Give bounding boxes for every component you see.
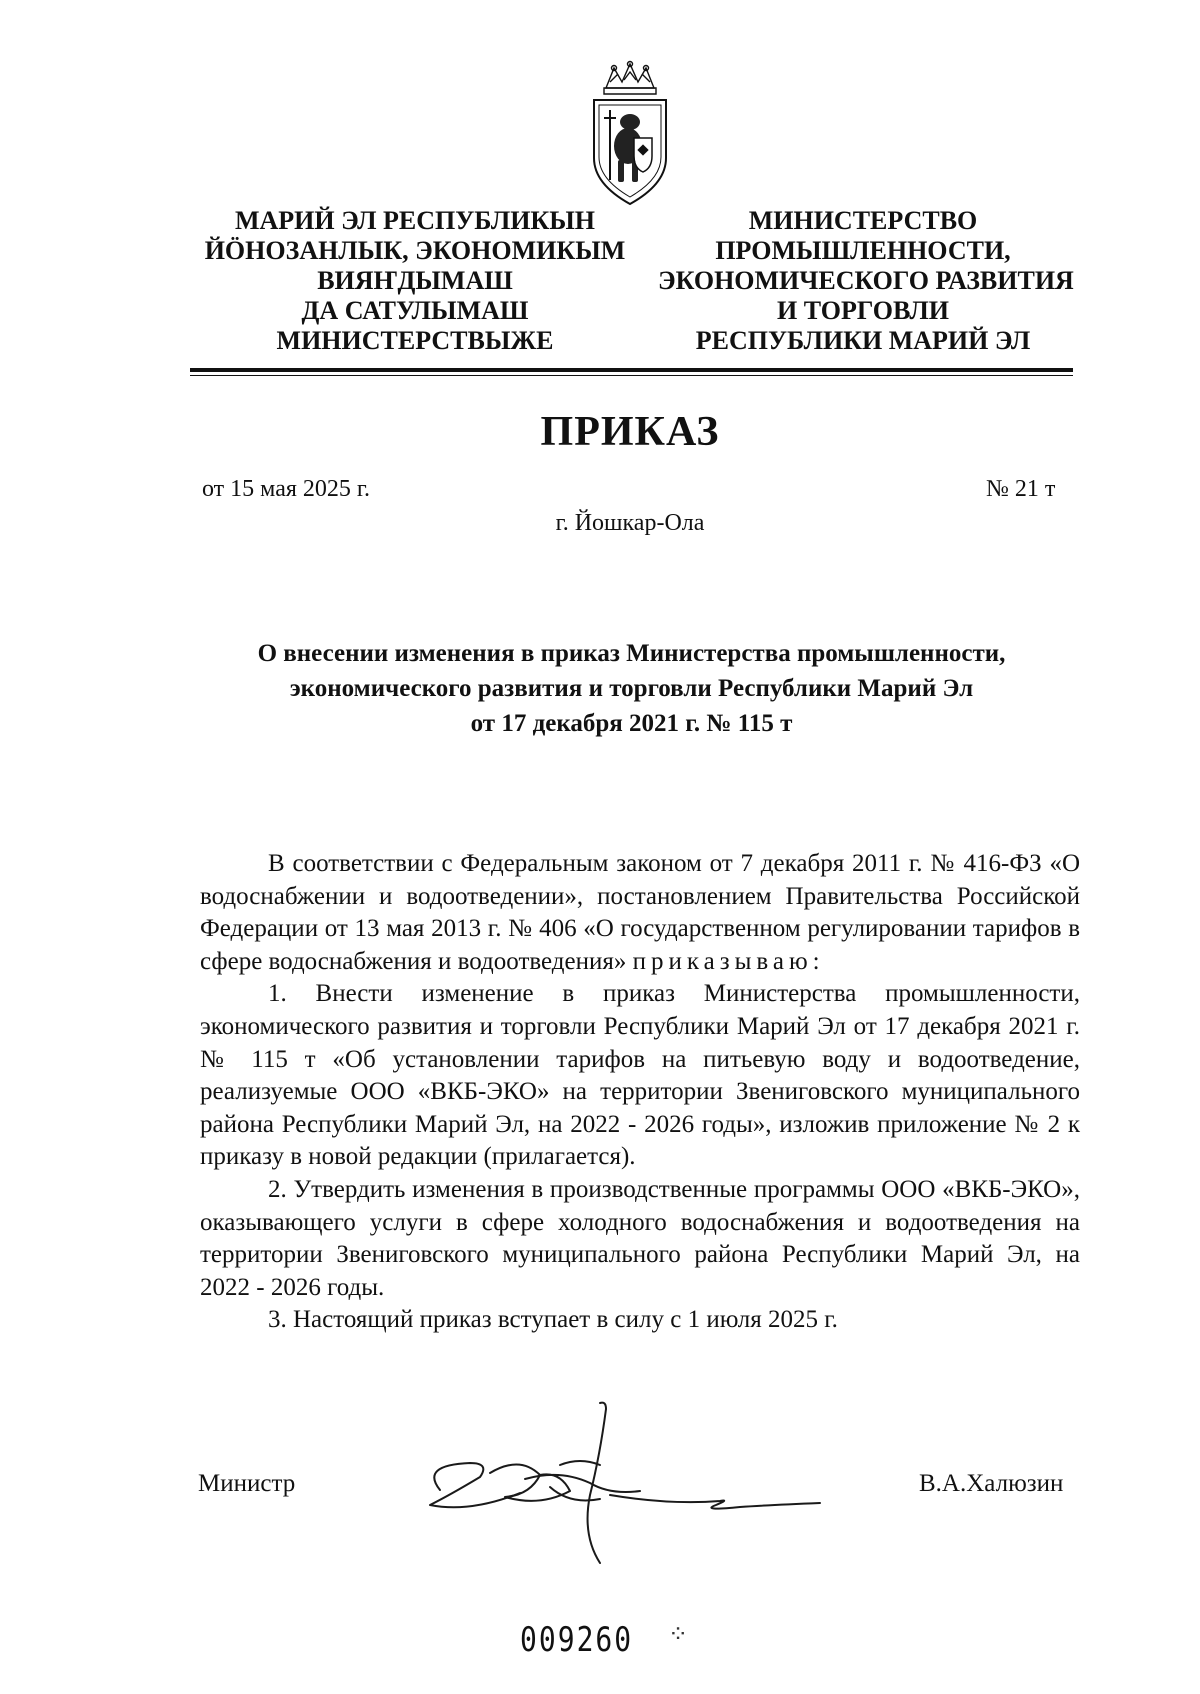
header-left-line: ВИЯҤДЫМАШ bbox=[317, 266, 513, 295]
header-right-line: И ТОРГОВЛИ bbox=[777, 296, 949, 325]
preamble-text: В соответствии с Федеральным законом от 7 декабря 2011 г. № 416-ФЗ «О водоснабжении и водоотведении», постановлением Правительства Российской Федерации от 13 мая 2013 г. № 406 «О государственном регулировании тарифов в сфере водоснабжения и водоотведения» bbox=[200, 850, 1080, 975]
handwritten-signature bbox=[410, 1395, 840, 1575]
document-type-title: ПРИКАЗ bbox=[540, 409, 720, 455]
coat-of-arms-emblem bbox=[584, 60, 676, 210]
subject-line: О внесении изменения в приказ Министерства промышленности, bbox=[257, 640, 1006, 667]
subject-line: от 17 декабря 2021 г. № 115 т bbox=[470, 710, 793, 737]
document-body bbox=[200, 848, 1080, 1337]
header-right-line: МИНИСТЕРСТВО bbox=[748, 206, 978, 235]
header-divider-thick bbox=[190, 368, 1073, 372]
preamble-paragraph bbox=[200, 848, 1080, 978]
document-subject bbox=[190, 636, 1073, 741]
header-right-line: РЕСПУБЛИКИ МАРИЙ ЭЛ bbox=[695, 326, 1031, 355]
header-left-line: ЙӦНОЗАНЛЫК, ЭКОНОМИКЫМ bbox=[204, 236, 626, 265]
header-left-line: МИНИСТЕРСТВЫЖЕ bbox=[276, 326, 554, 355]
header-divider-thin bbox=[190, 375, 1073, 376]
order-word: приказываю: bbox=[632, 947, 825, 975]
order-item-2: 2. Утвердить изменения в производственные программы ООО «ВКБ-ЭКО», оказывающего услуги в сфере холодного водоснабжения и водоотведения на территории Звениговского муниципального района Республики Марий Эл, на 2022 - 2026 годы. bbox=[200, 1175, 1080, 1301]
header-right-line: ЭКОНОМИЧЕСКОГО РАЗВИТИЯ bbox=[658, 266, 1074, 295]
document-number: № 21 т bbox=[986, 476, 1056, 502]
serial-ornament-icon: ⁘ bbox=[668, 1622, 689, 1648]
ministry-name-mari bbox=[190, 206, 640, 356]
ministry-name-russian bbox=[658, 206, 1074, 356]
document-city: г. Йошкар-Ола bbox=[555, 510, 705, 536]
order-item-1: 1. Внести изменение в приказ Министерства промышленности, экономического развития и торговли Республики Марий Эл от 17 декабря 2021 г. № 115 т «Об установлении тарифов на питьевую воду и водоотведение, реализуемые ООО «ВКБ-ЭКО» на территории Звениговского муниципального района Республики Марий Эл, на 2022 - 2026 годы», изложив приложение № 2 к приказу в новой редакции (прилагается). bbox=[200, 980, 1080, 1171]
form-serial-number: 009260 bbox=[520, 1620, 634, 1660]
order-item-3: 3. Настоящий приказ вступает в силу с 1 июля 2025 г. bbox=[268, 1306, 838, 1334]
header-left-line: ДА САТУЛЫМАШ bbox=[301, 296, 529, 325]
subject-line: экономического развития и торговли Республики Марий Эл bbox=[289, 675, 974, 702]
document-date: от 15 мая 2025 г. bbox=[202, 476, 371, 502]
signatory-role: Министр bbox=[198, 1470, 296, 1497]
signatory-name: В.А.Халюзин bbox=[919, 1470, 1064, 1497]
header-left-line: МАРИЙ ЭЛ РЕСПУБЛИКЫН bbox=[234, 206, 596, 235]
header-right-line: ПРОМЫШЛЕННОСТИ, bbox=[715, 236, 1011, 265]
